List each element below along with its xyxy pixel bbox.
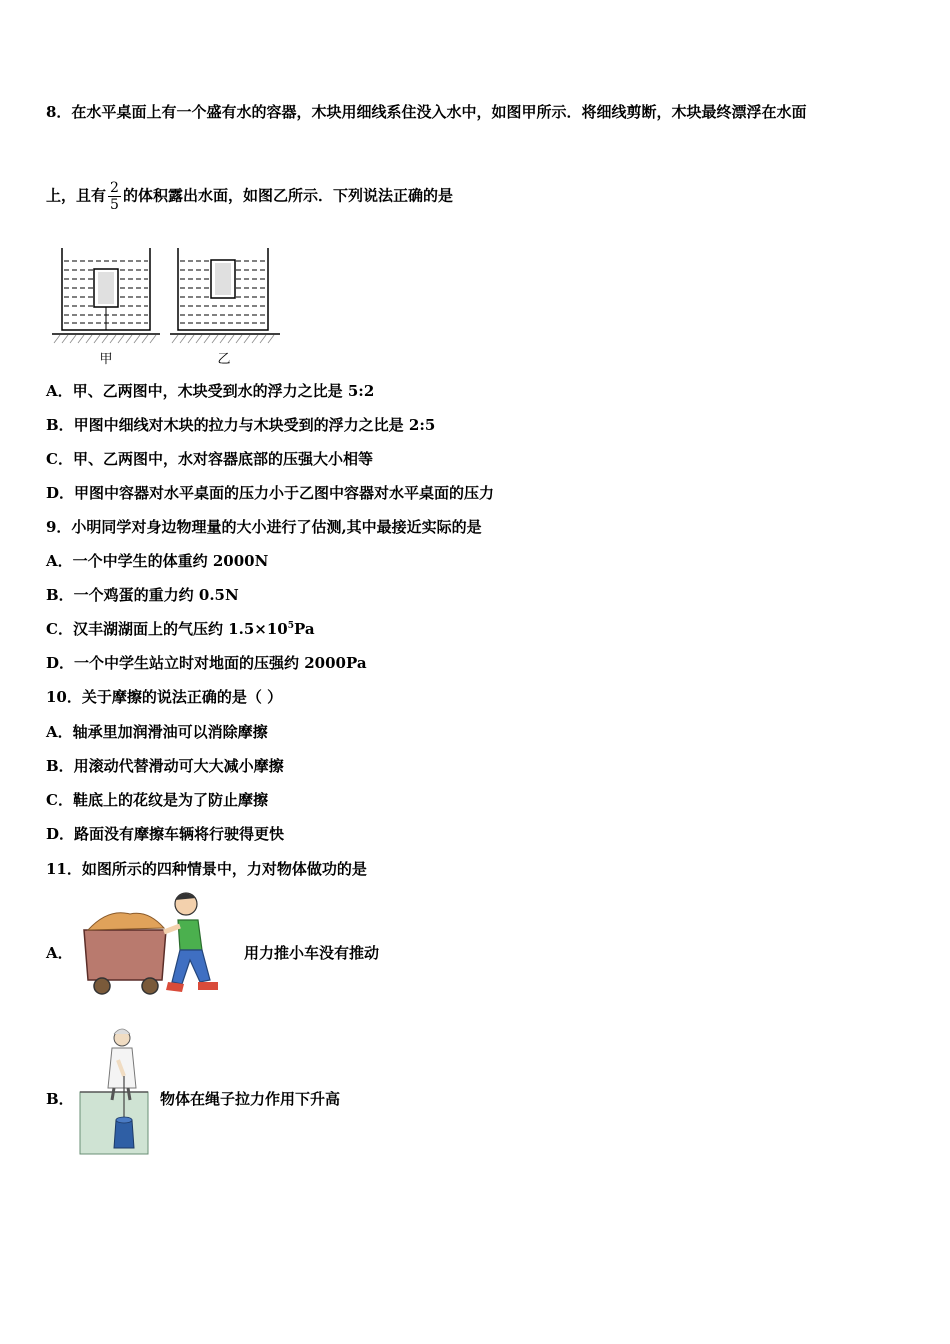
q8-stem-line1: 8．在水平桌面上有一个盛有水的容器，木块用细线系住没入水中，如图甲所示．将细线剪断，木块最终漂浮在水面: [46, 103, 807, 121]
q11-option-b-label: B．: [46, 1090, 74, 1108]
q8-option-a: A．甲、乙两图中，木块受到水的浮力之比是 5:2: [46, 382, 375, 400]
q8-stem-line2: [46, 180, 453, 213]
q11-option-a-label: A．: [46, 944, 73, 962]
q9-option-a: A．一个中学生的体重约 2000N: [46, 552, 269, 570]
q8-stem-line2-before: 上，且有: [46, 186, 107, 205]
q9-option-c-text: C．汉丰湖湖面上的气压约 1.5×10: [46, 620, 288, 638]
q8-option-d: D．甲图中容器对水平桌面的压力小于乙图中容器对水平桌面的压力: [46, 484, 495, 502]
q9-option-c: [46, 619, 315, 639]
q11-stem: 11．如图所示的四种情景中，力对物体做功的是: [46, 860, 367, 878]
q10-stem: 10．关于摩擦的说法正确的是（ ）: [46, 688, 283, 706]
q10-option-a: A．轴承里加润滑油可以消除摩擦: [46, 723, 268, 741]
q9-stem: 9．小明同学对身边物理量的大小进行了估测,其中最接近实际的是: [46, 518, 482, 536]
figure-jia: [52, 248, 160, 343]
lift-rope-illustration: [78, 1026, 150, 1156]
q10-option-c: C．鞋底上的花纹是为了防止摩擦: [46, 791, 268, 809]
figure-label-jia: 甲: [99, 352, 113, 367]
q9-option-c-unit: Pa: [293, 620, 315, 638]
q8-option-c: C．甲、乙两图中，水对容器底部的压强大小相等: [46, 450, 373, 468]
q8-stem-line2-after: 的体积露出水面，如图乙所示．下列说法正确的是: [122, 186, 453, 205]
fraction-two-fifths: [108, 180, 121, 213]
figure-label-yi: 乙: [217, 352, 231, 367]
q9-option-d: D．一个中学生站立时对地面的压强约 2000Pa: [46, 654, 367, 672]
q10-option-b: B．用滚动代替滑动可大大减小摩擦: [46, 757, 284, 775]
push-cart-illustration: [78, 888, 243, 996]
container-figure: [50, 243, 285, 368]
q10-option-d: D．路面没有摩擦车辆将行驶得更快: [46, 825, 285, 843]
q8-option-b: B．甲图中细线对木块的拉力与木块受到的浮力之比是 2:5: [46, 416, 436, 434]
q11-option-b-text: 物体在绳子拉力作用下升高: [160, 1090, 341, 1108]
q9-option-c-exponent: 5: [287, 621, 294, 631]
q11-option-a-text: 用力推小车没有推动: [244, 944, 380, 962]
figure-yi: [170, 248, 280, 343]
q9-option-b: B．一个鸡蛋的重力约 0.5N: [46, 586, 239, 604]
fraction-numerator: 2: [110, 180, 119, 196]
fraction-denominator: 5: [110, 197, 119, 213]
